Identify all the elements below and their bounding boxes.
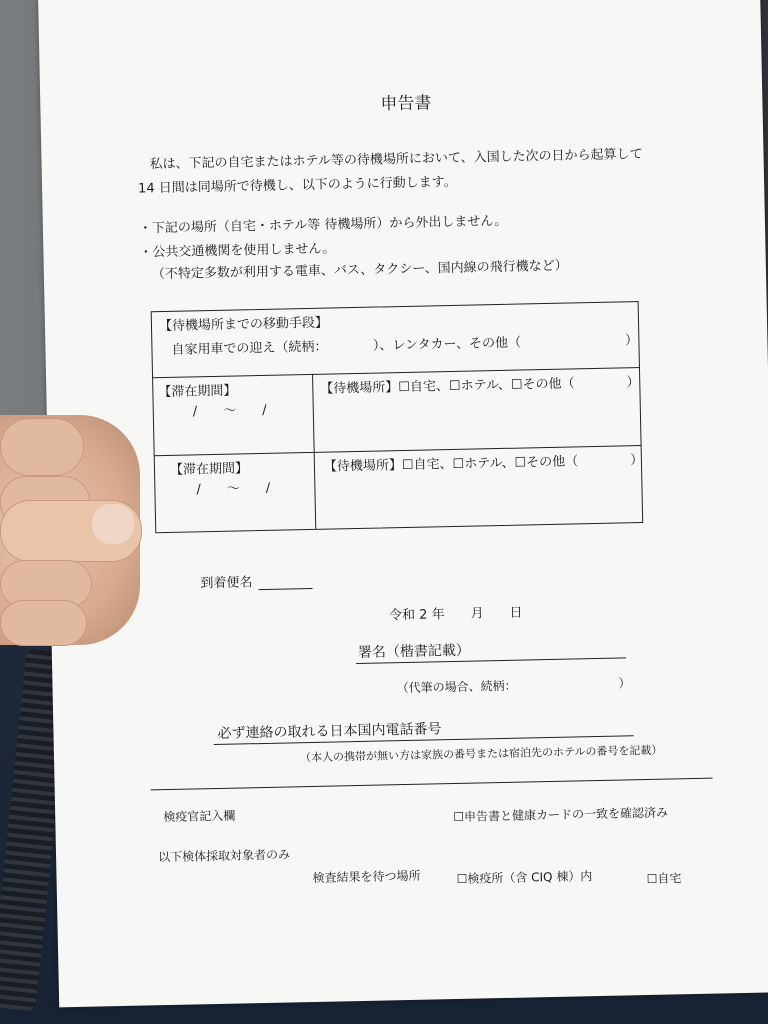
wait-result-label: 検査結果を待つ場所 (312, 868, 421, 886)
section-divider (151, 778, 713, 791)
transport-label: 【待機場所までの移動手段】 (158, 315, 329, 335)
stay-period-label-2: 【滞在期間】 (169, 461, 249, 478)
thumbnail (92, 504, 134, 544)
stay-period-value-2[interactable]: / ～ / (196, 480, 271, 498)
finger (0, 418, 84, 476)
stay-period-label-1: 【滞在期間】 (158, 383, 237, 401)
intro-line-1: 私は、下記の自宅またはホテル等の待機場所において、入国した次の日から起算して (149, 146, 643, 173)
inspector-section-label: 検疫官記入欄 (163, 808, 236, 825)
option-quarantine-checkbox[interactable]: ☐検疫所（含 CIQ 棟）内 (456, 869, 593, 886)
flight-input-line[interactable] (259, 588, 313, 590)
stay-period-value-1[interactable]: / ～ / (192, 402, 267, 420)
sample-subject-label: 以下検体採取対象者のみ (157, 847, 291, 865)
phone-label: 必ず連絡の取れる日本国内電話番号 (217, 721, 442, 742)
declaration-paper (38, 0, 768, 1007)
proxy-note: （代筆の場合、続柄： ） (396, 676, 631, 696)
document-title: 申告書 (380, 93, 432, 115)
public-transport-note: （不特定多数が利用する電車、バス、タクシー、国内線の飛行機など） (151, 258, 568, 283)
option-home-checkbox[interactable]: ☐自宅 (646, 871, 682, 887)
confirm-checkbox[interactable]: ☐申告書と健康カードの一致を確認済み (453, 805, 669, 825)
intro-line-2: 14 日間は同場所で待機し、以下のように行動します。 (137, 174, 457, 197)
transport-options: 自家用車での迎え（続柄： ）、レンタカー、その他（ ） (171, 333, 639, 358)
signature-label: 署名（楷書記載） (357, 642, 471, 662)
phone-note: （本人の携帯が無い方は家族の番号または宿泊先のホテルの番号を記載） (299, 743, 663, 765)
flight-label: 到着便名 (200, 575, 253, 592)
rule-no-going-out: ・下記の場所（自宅・ホテル等 待機場所）から外出しません。 (138, 213, 508, 237)
rule-no-public-transport: ・公共交通機関を使用しません。 (139, 241, 336, 261)
wait-place-label-2[interactable]: 【待機場所】☐自宅、☐ホテル、☐その他（ ） (323, 452, 644, 475)
wait-place-label-1[interactable]: 【待機場所】☐自宅、☐ホテル、☐その他（ ） (320, 375, 640, 397)
date-line[interactable]: 令和 2 年 月 日 (388, 605, 523, 624)
finger (0, 600, 87, 646)
